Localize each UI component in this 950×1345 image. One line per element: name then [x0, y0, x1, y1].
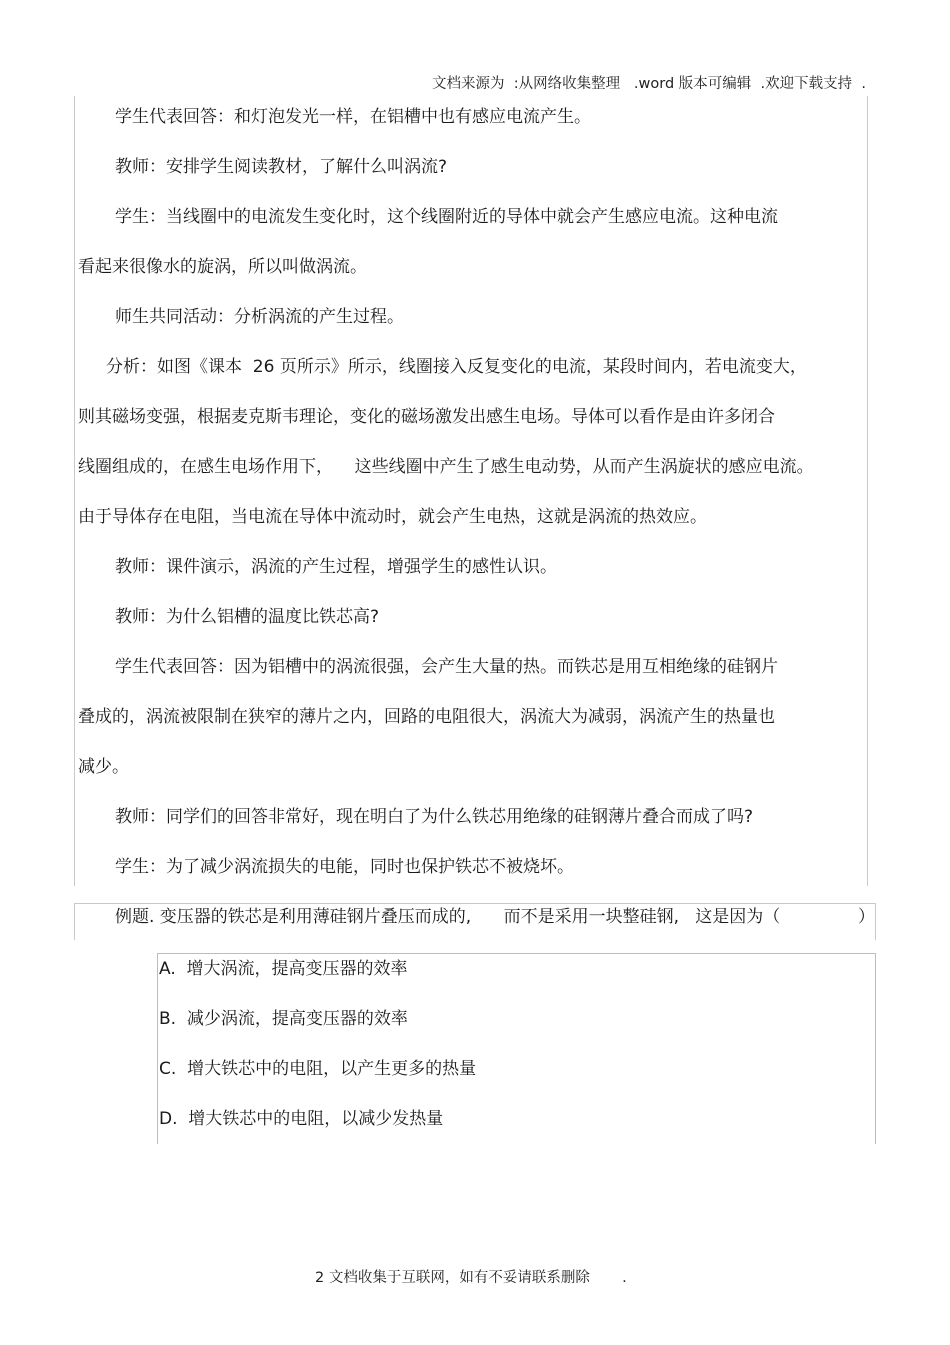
example-question: 例题. 变压器的铁芯是利用薄硅钢片叠压而成的, 而不是采用一块整硅钢, 这是因为（ [115, 907, 781, 927]
paragraph-line: 学生：当线圈中的电流发生变化时，这个线圈附近的导体中就会产生感应电流。这种电流 [115, 207, 778, 227]
paragraph-line: 线圈组成的，在感生电场作用下， 这些线圈中产生了感生电动势，从而产生涡旋状的感应电流。 [78, 457, 814, 477]
page-footer: 2 文档收集于互联网，如有不妥请联系删除 . [315, 1270, 627, 1286]
paragraph-line: 分析：如图《课本 26 页所示》所示，线圈接入反复变化的电流，某段时间内，若电流变大， [106, 357, 807, 377]
option-b: B. 减少涡流，提高变压器的效率 [159, 1009, 408, 1029]
paragraph-line: 教师：为什么铝槽的温度比铁芯高? [115, 607, 380, 627]
paragraph-line: 学生：为了减少涡流损失的电能，同时也保护铁芯不被烧坏。 [115, 857, 574, 877]
option-c: C. 增大铁芯中的电阻，以产生更多的热量 [159, 1059, 477, 1079]
paragraph-line: 由于导体存在电阻，当电流在导体中流动时，就会产生电热，这就是涡流的热效应。 [78, 507, 707, 527]
option-a: A. 增大涡流，提高变压器的效率 [159, 959, 408, 979]
paragraph-line: 看起来很像水的旋涡，所以叫做涡流。 [78, 257, 367, 277]
paragraph-line: 则其磁场变强，根据麦克斯韦理论，变化的磁场激发出感生电场。导体可以看作是由许多闭合 [78, 407, 775, 427]
page-header: 文档来源为 :从网络收集整理 .word 版本可编辑 .欢迎下载支持 . [432, 76, 866, 92]
example-close-paren: ） [858, 907, 875, 927]
paragraph-line: 师生共同活动：分析涡流的产生过程。 [115, 307, 404, 327]
paragraph-line: 教师：安排学生阅读教材，了解什么叫涡流? [115, 157, 448, 177]
option-d: D. 增大铁芯中的电阻，以减少发热量 [159, 1109, 444, 1129]
paragraph-line: 学生代表回答：因为铝槽中的涡流很强，会产生大量的热。而铁芯是用互相绝缘的硅钢片 [115, 657, 778, 677]
paragraph-line: 减少。 [78, 757, 129, 777]
paragraph-line: 教师：课件演示，涡流的产生过程，增强学生的感性认识。 [115, 557, 557, 577]
paragraph-line: 叠成的，涡流被限制在狭窄的薄片之内，回路的电阻很大，涡流大为减弱，涡流产生的热量也 [78, 707, 775, 727]
paragraph-line: 学生代表回答：和灯泡发光一样，在铝槽中也有感应电流产生。 [115, 107, 591, 127]
paragraph-line: 教师：同学们的回答非常好，现在明白了为什么铁芯用绝缘的硅钢薄片叠合而成了吗? [115, 807, 754, 827]
